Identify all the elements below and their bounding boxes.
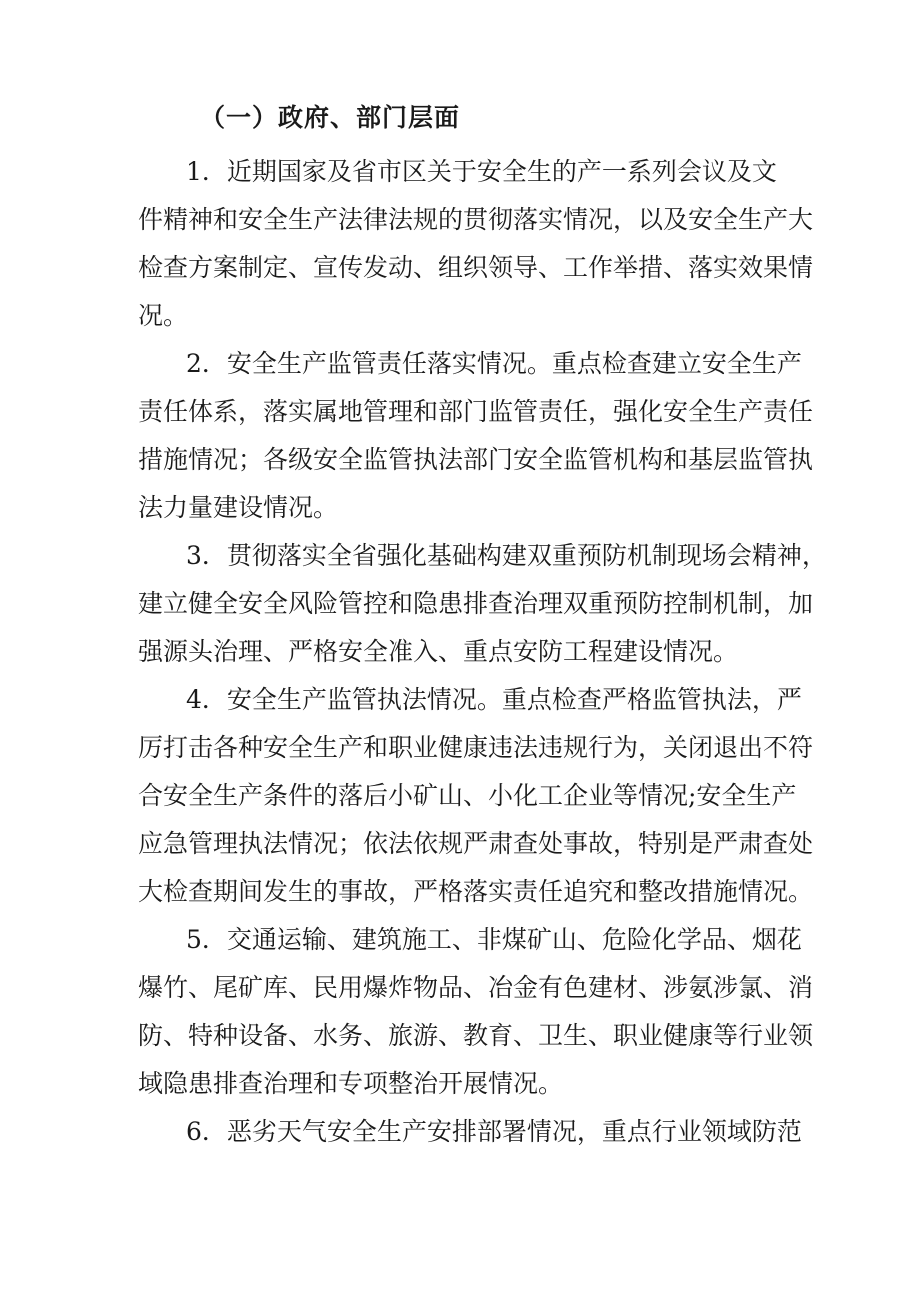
paragraph-line: 合安全生产条件的落后小矿山、小化工企业等情况;安全生产	[138, 781, 797, 810]
paragraph-line: 建立健全安全风险管控和隐患排查治理双重预防控制机制，加	[138, 589, 814, 618]
paragraph-3	[138, 532, 827, 676]
paragraph-line: 厉打击各种安全生产和职业健康违法违规行为，关闭退出不符	[138, 733, 814, 762]
paragraph-line: 法力量建设情况。	[138, 493, 339, 522]
paragraph-5	[138, 916, 814, 1108]
paragraph-line: 强源头治理、严格安全准入、重点安防工程建设情况。	[138, 637, 739, 666]
paragraph-6	[138, 1108, 802, 1156]
paragraph-line: 件精神和安全生产法律法规的贯彻落实情况，以及安全生产大	[138, 205, 814, 234]
paragraph-line: 措施情况；各级安全监管执法部门安全监管机构和基层监管执	[138, 445, 814, 474]
paragraph-line: 况。	[138, 301, 189, 330]
paragraph-line: 责任体系，落实属地管理和部门监管责任，强化安全生产责任	[138, 397, 814, 426]
paragraph-line: 大检查期间发生的事故，严格落实责任追究和整改措施情况。	[138, 877, 814, 906]
paragraph-line: 域隐患排查治理和专项整治开展情况。	[138, 1069, 564, 1098]
paragraph-line: 5．交通运输、建筑施工、非煤矿山、危险化学品、烟花	[186, 925, 802, 954]
paragraph-line: 应急管理执法情况；依法依规严肃查处事故，特别是严肃查处	[138, 829, 814, 858]
paragraph-1	[138, 148, 814, 340]
paragraph-4	[138, 676, 814, 916]
paragraph-line: 3．贯彻落实全省强化基础构建双重预防机制现场会精神，	[186, 541, 827, 570]
paragraph-line: 防、特种设备、水务、旅游、教育、卫生、职业健康等行业领	[138, 1021, 814, 1050]
paragraph-line: 6．恶劣天气安全生产安排部署情况，重点行业领域防范	[186, 1117, 802, 1146]
section-heading: （一）政府、部门层面	[200, 103, 461, 132]
paragraph-2	[138, 340, 814, 532]
paragraph-line: 检查方案制定、宣传发动、组织领导、工作举措、落实效果情	[138, 253, 814, 282]
paragraph-line: 2．安全生产监管责任落实情况。重点检查建立安全生产	[186, 349, 802, 378]
paragraph-line: 4．安全生产监管执法情况。重点检查严格监管执法，严	[186, 685, 802, 714]
paragraph-line: 1．近期国家及省市区关于安全生的产一系列会议及文	[186, 157, 777, 186]
paragraph-line: 爆竹、尾矿库、民用爆炸物品、冶金有色建材、涉氨涉氯、消	[138, 973, 814, 1002]
